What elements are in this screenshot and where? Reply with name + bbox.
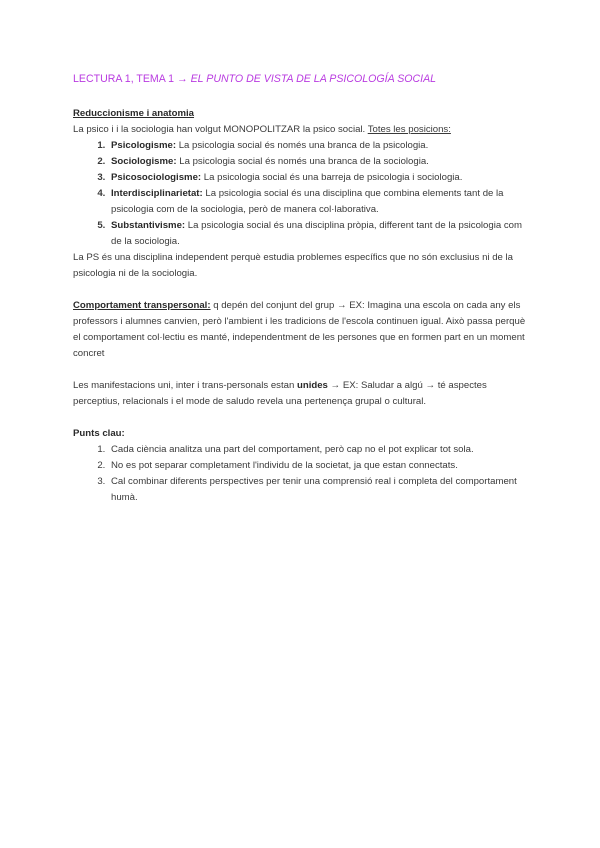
section-transpersonal-text: q depén del conjunt del grup → EX: Imagina una escola on cada any els professors i alumnes canvien, però l'ambient i les tradicions de l'escola continuen igual. Això passa perquè el comportament col·lectiu es manté, independentment de les persones que en formen part en un moment concret xyxy=(73,300,526,359)
definition: La psicologia social és només una branca de la sociologia. xyxy=(176,156,429,167)
intro-text: La psico i i la sociologia han volgut MONOPOLITZAR la psico social. xyxy=(73,124,368,135)
section-manifestacions xyxy=(73,378,528,410)
term: Interdisciplinarietat: xyxy=(111,188,203,199)
definition: La psicologia social és una disciplina que combina elements tant de la psicologia com de la sociologia, però de manera col·laborativa. xyxy=(111,188,504,215)
spacer xyxy=(73,362,528,378)
page-title xyxy=(73,71,528,87)
list-item xyxy=(108,218,528,250)
term: Sociologisme: xyxy=(111,156,177,167)
title-prefix: LECTURA 1, TEMA 1 → xyxy=(73,73,191,85)
term: Substantivisme: xyxy=(111,220,186,231)
section-transpersonal xyxy=(73,298,528,362)
definition: La psicologia social és una disciplina pròpia, different tant de la psicologia com de la sociologia. xyxy=(111,220,522,247)
section-reduccionisme-intro xyxy=(73,122,528,138)
section-reduccionisme-closing: La PS és una disciplina independent perquè estudia problemes específics que no són exclusius ni de la psicologia ni de la sociologia. xyxy=(73,252,514,279)
spacer xyxy=(73,410,528,426)
definition: La psicologia social és només una branca de la psicologia. xyxy=(176,140,429,151)
punts-clau-list xyxy=(73,442,528,506)
list-item xyxy=(108,154,528,170)
list-item xyxy=(108,170,528,186)
definition: La psicologia social és una barreja de psicologia i sociologia. xyxy=(201,172,463,183)
list-item: 2. No es pot separar completament l'individu de la societat, ja que estan connectats. xyxy=(108,458,528,474)
manifestacions-after: → EX: Saludar a algú → té aspectes perceptius, relacionals i el mode de saludo revela una pertenença grupal o cultural. xyxy=(73,380,487,407)
list-item: 3. Cal combinar diferents perspectives per tenir una comprensió real i completa del comportament humà. xyxy=(108,474,528,506)
list-item: 1. Cada ciència analitza una part del comportament, però cap no el pot explicar tot sola. xyxy=(108,442,528,458)
section-transpersonal-heading: Comportament transpersonal: xyxy=(73,300,211,311)
section-reduccionisme-heading: Reduccionisme i anatomia xyxy=(73,108,195,119)
title-italic: EL PUNTO DE VISTA DE LA PSICOLOGÍA SOCIAL xyxy=(190,73,437,85)
term: Psicosociologisme: xyxy=(111,172,202,183)
intro-underlined: Totes les posicions: xyxy=(367,124,451,135)
list-item xyxy=(108,186,528,218)
list-item xyxy=(108,138,528,154)
positions-list xyxy=(73,138,528,250)
term: Psicologisme: xyxy=(111,140,177,151)
manifestacions-before: Les manifestacions uni, inter i trans-personals estan xyxy=(73,380,297,391)
spacer xyxy=(73,282,528,298)
section-punts-clau-heading xyxy=(73,426,528,442)
document-page xyxy=(73,71,528,506)
punts-clau-label: Punts clau: xyxy=(73,428,125,439)
manifestacions-bold: unides xyxy=(296,380,328,391)
